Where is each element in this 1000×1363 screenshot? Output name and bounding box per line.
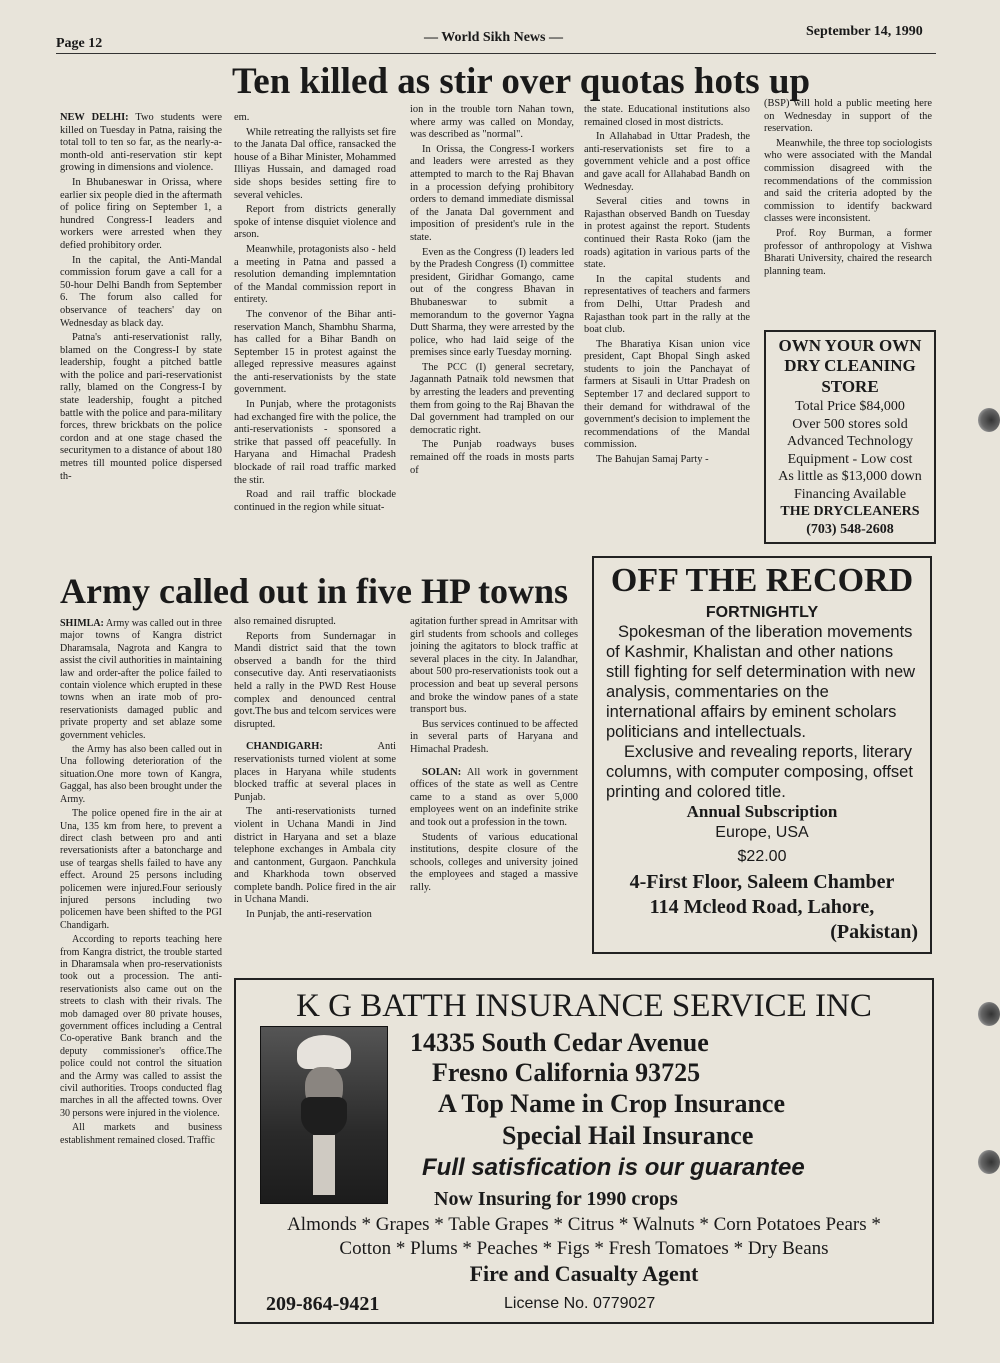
punch-hole: [978, 1002, 1000, 1026]
article-headline: Army called out in five HP towns: [60, 571, 568, 611]
article-column: (BSP) will hold a public meeting here on Wednesday in support of the reservation. Meanwhile, the three top sociologists who were associated with the Mandal commission disagreed with the recommendations of the commission and said the criteria adopted by the commission to identify backward classes were inconsistent. Prof. Roy Burman, a former professor of anthropology at Vishwa Bharati University, chaired the research planning team.: [764, 98, 932, 277]
punch-hole: [978, 408, 1000, 432]
dateline: CHANDIGARH:: [246, 741, 323, 753]
dry-cleaning-ad: OWN YOUR OWN DRY CLEANING STORE Total Price $84,000 Over 500 stores sold Advanced Technology Equipment - Low cost As little as $13,000 down Financing Available THE DRYCLEANERS (703) 548-2608: [764, 330, 936, 544]
article-column: NEW DELHI: Two students were killed on Tuesday in Patna, raising the total toll to ten so far, as the nearly-a-month-old anti-reservation stir kept growing in dimensions and violence. In Bhubaneswar in Orissa, where earlier six people died in the aftermath of police firing on September 1, a hundred Congress-I leaders and workers were arrested when they defied prohibitory order. In the capital, the Anti-Mandal commission forum gave a call for a 50-hour Delhi Bandh from September 6. The forum also called for observance of teachers' day on Wednesday as black day. Patna's anti-reservationist rally, blamed on the Congress-I by state leadership, fought a pitched battle with the police and pari-reservationist rally, blamed on the Congress-I by state leadership, fought a pitched battle with the police and para-military forces, threw brickbats on the police cordon and at one stage chased the securitymen to a distance of about 180 metres till mounted police dispersed th-: [60, 112, 222, 482]
issue-date: September 14, 1990: [806, 24, 923, 39]
dateline: SHIMLA:: [60, 618, 104, 629]
article-column: the state. Educational institutions also remained closed in most districts. In Allahabad in Uttar Pradesh, the anti-reservationists set fire to a government vehicle and a post office and gave acall for Allahabad Bandh on Wednesday. Several cities and towns in Rajasthan observed Bandh on Tuesday in protest against the report. Students continued their Rasta Roko (jam the roads) agitation in various parts of the state. In the capital students and representatives of teachers and farmers from Delhi, Uttar Pradesh and Rajasthan took part in the rally at the boat club. The Bharatiya Kisan union vice president, Capt Bhopal Singh asked students to join the Panchayat of farmers at Sisauli in Uttar Pradesh on September 17 and declared support to their demand for withdrawal of the government's decision to implement the recommendations of the Mandal commission. The Bahujan Samaj Party -: [584, 104, 750, 466]
article-column: agitation further spread in Amritsar with girl students from schools and colleges joining the agitators to block traffic at several places in the city. In Jalandhar, about 500 pro-reservationists took out a procession and beat up several persons and broke the window panes of a state transport bus. Bus services continued to be affected in several parts of Haryana and Himachal Pradesh. SOLAN: All work in government offices of the state as well as Centre came to a stand as over 5,000 employees went on an indefinite strike and took out a profession in the town. Students of various educational institutions, despite closure of the schools, colleges and university joined the employees and staged a massive rally.: [410, 616, 578, 893]
article-headline: Ten killed as stir over quotas hots up: [232, 61, 811, 102]
article-column: ion in the trouble torn Nahan town, where army was called on Monday, was described as "normal". In Orissa, the Congress-I workers and leaders were arrested as they attempted to march to the Raj Bhavan in a procession defying prohibitory orders to demand immediate dismissal of the Janata Dal government and imposition of president's rule in the state. Even as the Congress (I) leaders led by the Pradesh Congress (I) committee president, Giridhar Gomango, came out of the congress Bhavan in Bhubaneswar to submit a memorandum to the governor Yagna Dutt Sharma, they were arrested by the police, who had laid seige of the premises since early Tuesday morning. The PCC (I) general secretary, Jagannath Patnaik told newsmen that by arresting the leaders and preventing them from going to the Raj Bhavan the Dal government had trampled on our democratic right. The Punjab roadways buses remained off the roads in mosts parts of: [410, 104, 574, 476]
page-number: Page 12: [56, 36, 103, 51]
dateline: NEW DELHI:: [60, 112, 129, 123]
paper-name: — World Sikh News —: [424, 30, 563, 45]
off-the-record-ad: OFF THE RECORD FORTNIGHTLY Spokesman of the liberation movements of Kashmir, Khalistan and other nations still fighting for self determination with new analysis, commentaries on the international affairs by eminent scholars politicians and intellectuals. Exclusive and revealing reports, literary columns, with computer composing, offset printing and colored title. Annual Subscription Europe, USA $22.00 4-First Floor, Saleem Chamber 114 Mcleod Road, Lahore, (Pakistan): [592, 556, 932, 954]
article-column: em. While retreating the rallyists set fire to the Janata Dal office, ransacked the house of a Bihar Minister, Mohammed Illiyas Hussain, and damaged road side shops besides setting fire to several vehicles. Report from districts generally spoke of intense disquiet violence and arson. Meanwhile, protagonists also - held a meeting in Patna and passed a resolution demanding implemntation of the Mandal commission report in entirety. The convenor of the Bihar anti-reservation Manch, Shambhu Sharma, has called for a Bihar Bandh on September 15 in protest against the alleged repressive measures against the anti-reservationists by the state government. In Punjab, where the protagonists had exchanged fire with the police, the anti-reservationists - sponsored a strike that passed off peacefully. In Haryana and Himachal Pradesh blockade of rail road traffic marked the stir. Road and rail traffic blockade continued in the region while situat-: [234, 112, 396, 513]
header-rule: [56, 53, 936, 54]
article-column: also remained disrupted. Reports from Sundernagar in Mandi district said that the town observed a bandh for the third consecutive day. Anti reservatiaonists held a rally in the PWD Rest House complex and denounced central govt.The bus and telcom services were disrupted. CHANDIGARH: Anti reservationists turned violent at some places in Haryana while students blocked traffic at several places in Punjab. The anti-reservationists turned violent in Uchana Mandi in Jind district in Haryana and set a blaze telephone exchanges in Ambala city and cantonment, Gurgaon. Panchkula and Kharkhoda town observed complete bandh. Police fired in the air in Uchana Mandi. In Punjab, the anti-reservation: [234, 616, 396, 921]
dateline: SOLAN:: [422, 766, 462, 778]
agent-portrait: [260, 1026, 388, 1204]
insurance-ad: K G BATTH INSURANCE SERVICE INC 14335 South Cedar Avenue Fresno California 93725 A Top Name in Crop Insurance Special Hail Insurance Full satisfication is our guarantee Now Insuring for 1990 crops Almonds * Grapes * Table Grapes * Citrus * Walnuts * Corn Potatoes Pears * Cotton * Plums * Peaches * Figs * Fresh Tomatoes * Dry Beans Fire and Casualty Agent 209-864-9421 License No. 0779027: [234, 978, 934, 1324]
punch-hole: [978, 1150, 1000, 1174]
article-column: SHIMLA: Army was called out in three major towns of Kangra district Dharamsala, Nagrota and Kangra to assist the civil authorities in maintaining law and order-after the police failed to contain violence which erupted in these towns when an irate mob of pro-reservationists damaged public and private property and set ablaze some government vehicles. the Army has also been called out in Una following deterioration of the situation.One more town of Kangra, Gaggal, has also been brought under the Army. The police opened fire in the air at Una, 135 km from here, to prevent a direct clash between pro and anti reversationists after a batoncharge and use of teargas shells failed to have any effect. Around 25 persons including policemen were injured.Four seriously injured persons including two policemen have been shifted to the PGI Chandigarh. According to reports teaching here from Kangra district, the trouble started in Dharamsala when pro-reservationists took out a procession. The anti-reservationists also came out on the streets to clash with their rivals. The mob damaged over 80 private houses, government offices including a Central Co-operative Bank branch and the deputy commissioner's office.The police could not control the situation and the Army was called to assist the civil authorities. Troops conducted flag marches in all the affected towns. Over 30 persons were injured in the violence. All markets and business establishment remained closed. Traffic: [60, 618, 222, 1146]
